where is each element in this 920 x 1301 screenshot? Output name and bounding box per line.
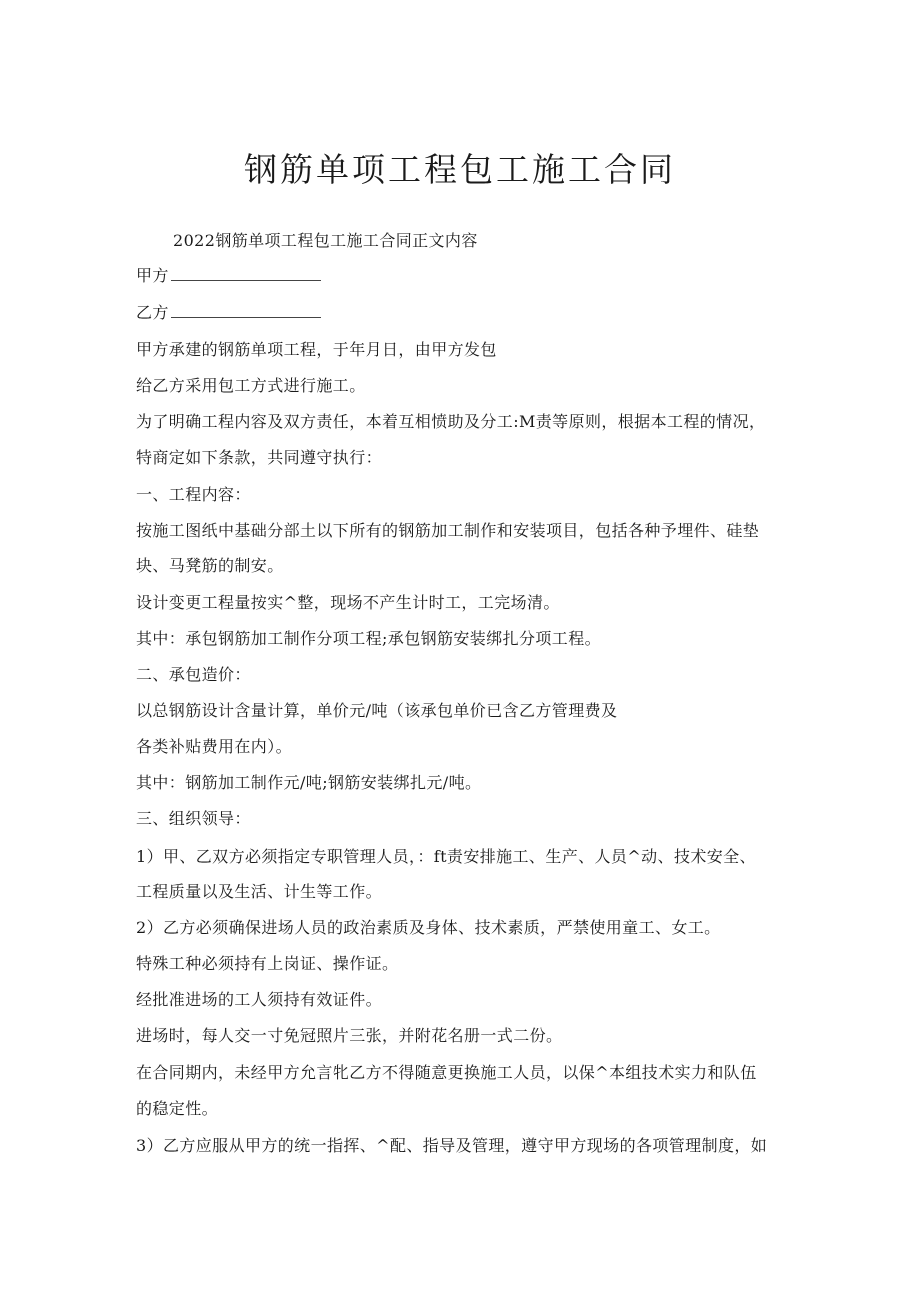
paragraph-line: 的稳定性。 xyxy=(136,1099,219,1118)
paragraph-line: 其中：钢筋加工制作元/吨;钢筋安装绑扎元/吨。 xyxy=(136,773,482,792)
party-b-line xyxy=(136,302,321,324)
paragraph-line: 工程质量以及生活、计生等工作。 xyxy=(136,882,383,901)
paragraph-line: 以总钢筋设计含量计算，单价元/吨（该承包单价已含乙方管理费及 xyxy=(136,701,618,720)
paragraph-line: 特殊工种必须持有上岗证、操作证。 xyxy=(136,954,399,973)
contract-subtitle: 2022钢筋单项工程包工施工合同正文内容 xyxy=(173,231,478,250)
paragraph-line: 块、马凳筋的制安。 xyxy=(136,556,284,575)
section-heading: 二、承包造价： xyxy=(136,665,251,684)
paragraph-line: 其中：承包钢筋加工制作分项工程;承包钢筋安装绑扎分项工程。 xyxy=(136,629,601,648)
party-a-label: 甲方 xyxy=(136,266,169,285)
paragraph-line: 1）甲、乙双方必须指定专职管理人员，：ft责安排施工、生产、人员^动、技术安全、 xyxy=(136,847,756,866)
document-title: 钢筋单项工程包工施工合同 xyxy=(244,150,676,189)
party-b-blank xyxy=(171,303,321,318)
paragraph-line: 2）乙方必须确保进场人员的政治素质及身体、技术素质，严禁使用童工、女工。 xyxy=(136,918,721,937)
party-b-label: 乙方 xyxy=(136,303,169,322)
paragraph-line: 3）乙方应服从甲方的统一指挥、^配、指导及管理，遵守甲方现场的各项管理制度，如 xyxy=(136,1136,768,1155)
paragraph-line: 给乙方采用包工方式进行施工。 xyxy=(136,376,366,395)
paragraph-line: 为了明确工程内容及双方责任，本着互相愤助及分工:M责等原则，根据本工程的情况， xyxy=(136,412,766,431)
paragraph-line: 进场时，每人交一寸免冠照片三张，并附花名册一式二份。 xyxy=(136,1026,563,1045)
paragraph-line: 各类补贴费用在内）。 xyxy=(136,737,293,756)
section-heading: 一、工程内容： xyxy=(136,485,251,504)
section-heading: 三、组织领导： xyxy=(136,809,251,828)
paragraph-line: 设计变更工程量按实^整，现场不产生计时工，工完场清。 xyxy=(136,593,560,612)
paragraph-line: 特商定如下条款，共同遵守执行： xyxy=(136,448,383,467)
party-a-blank xyxy=(171,266,321,281)
paragraph-line: 经批准进场的工人须持有效证件。 xyxy=(136,990,383,1009)
paragraph-line: 按施工图纸中基础分部土以下所有的钢筋加工制作和安装项目，包括各种予埋件、硅垫 xyxy=(136,521,760,540)
party-a-line xyxy=(136,265,321,287)
paragraph-line: 甲方承建的钢筋单项工程，于年月日，由甲方发包 xyxy=(136,340,497,359)
paragraph-line: 在合同期内，未经甲方允言牝乙方不得随意更换施工人员，以保^本组技术实力和队伍 xyxy=(136,1063,757,1082)
